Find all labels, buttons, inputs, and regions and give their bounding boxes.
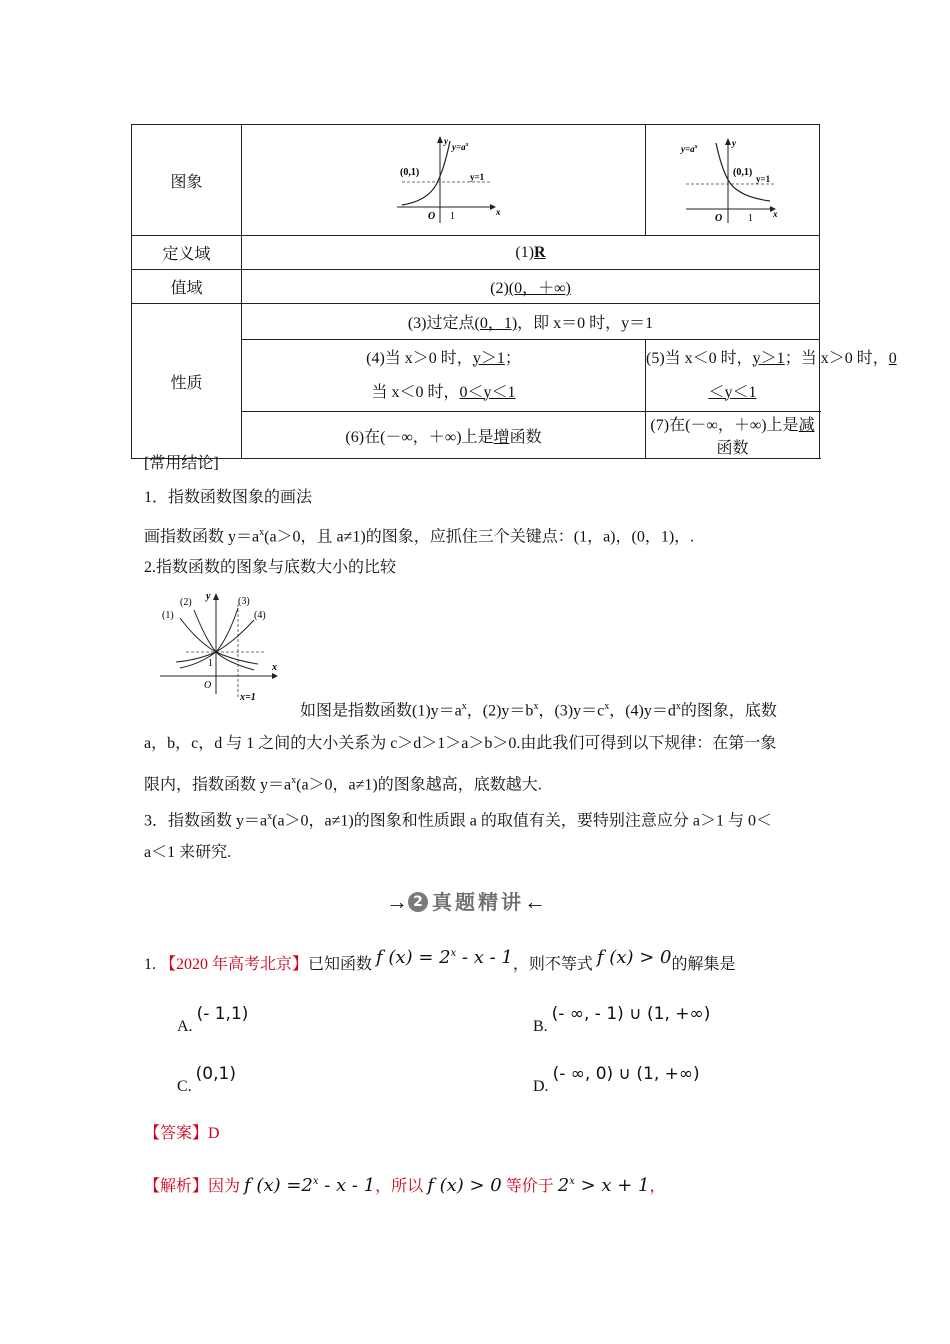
tick-label: 1 xyxy=(450,211,455,222)
graph-increasing xyxy=(392,135,532,225)
origin-label: O xyxy=(204,680,212,691)
domain-prefix: (1) xyxy=(515,243,535,261)
x-eq-1-label: x=1 xyxy=(240,692,256,703)
section-title: 真题精讲 xyxy=(432,890,524,914)
analysis-label: 【解析】因为 xyxy=(144,1178,241,1195)
y-axis-label: y xyxy=(206,591,211,602)
prop4-l2-value: 0＜y＜1 xyxy=(459,383,516,401)
option-b[interactable]: B.(- ∞, - 1) ∪ (1, +∞) xyxy=(533,1004,711,1035)
prop4-l1-value: y＞1 xyxy=(472,349,505,367)
point-label: (0,1) xyxy=(400,167,420,178)
prop7-prefix: (7)在(－∞，＋∞)上是 xyxy=(650,417,799,434)
graph-cell-increasing xyxy=(242,125,646,236)
left-arrow-icon: → xyxy=(386,889,408,914)
prop6-prefix: (6)在(－∞，＋∞)上是 xyxy=(345,428,494,446)
tick-label: 1 xyxy=(747,213,753,224)
y-axis-label: y xyxy=(444,136,448,146)
graph-cell-decreasing xyxy=(646,125,820,236)
curve-label: $y=a^x$ xyxy=(680,144,698,154)
asymptote-label: y=1 xyxy=(755,174,770,184)
conclusion-1-title: 1．指数函数图象的画法 xyxy=(144,489,313,506)
prop3-suffix: ，即 x＝0 时，y＝1 xyxy=(517,315,654,332)
prop5-cell xyxy=(646,340,897,412)
row-label-graph: 图象 xyxy=(132,125,242,236)
x-axis-arrow xyxy=(272,673,278,679)
prop6-suffix: 函数 xyxy=(509,428,542,446)
y-axis-arrow xyxy=(213,593,219,600)
analysis-line: 【解析】因为 f $(x) =2^x - x - 1$，所以 f (x) > 0 等价于 $2^x > x + 1$， xyxy=(144,1175,666,1196)
prop4-cell xyxy=(242,340,646,412)
prop3-point: (0，1) xyxy=(474,315,518,332)
prop3-prefix: (3)过定点 xyxy=(407,315,475,332)
one-label: 1 xyxy=(208,658,213,669)
section-number-badge: 2 xyxy=(408,892,428,912)
prop5-l1-prefix: (5)当 x＜0 时， xyxy=(646,349,753,367)
conclusion-2-text-line2: a，b，c，d 与 1 之间的大小关系为 c＞d＞1＞a＞b＞0.由此我们可得到以下规律：在第一象 xyxy=(144,735,777,752)
x-axis-label: x xyxy=(272,662,277,673)
prop6-cell xyxy=(242,412,646,459)
curve-1 xyxy=(180,618,258,664)
analysis-expr3: $2^x > x + 1$ xyxy=(557,1175,650,1196)
prop7-suffix: 函数 xyxy=(716,440,749,457)
origin-label: O xyxy=(428,211,436,222)
point-label: (0,1) xyxy=(732,167,752,178)
base-comparison-figure xyxy=(158,590,288,708)
conclusion-3-line1: 3．指数函数 $y=a^x(a>0$，a≠1)的图象和性质跟 a 的取值有关，要特别注意应分 a＞1 与 0＜ xyxy=(144,811,772,830)
curve-label-3: (3) xyxy=(238,596,250,607)
prop6-value: 增 xyxy=(493,428,510,446)
exponential-properties-table xyxy=(131,124,897,459)
curve-label: $y=a^x$ xyxy=(452,142,469,152)
prop3-cell xyxy=(242,304,820,340)
y-axis-arrow xyxy=(437,136,443,143)
function-definition: f $(x) = 2^x - x - 1$ xyxy=(376,947,513,968)
inequality: f (x) > 0 xyxy=(596,947,672,968)
asymptote-label: y=1 xyxy=(470,172,485,182)
row-label-properties: 性质 xyxy=(132,304,242,459)
curve-label-1: (1) xyxy=(162,610,174,621)
range-value: (0，＋∞) xyxy=(508,280,571,297)
question-1: 1. 【2020 年高考北京】已知函数 f $(x) = 2^x - x - 1$，则不等式 f (x) > 0的解集是 xyxy=(144,947,736,973)
analysis-expr1: f $(x) =2^x - x - 1$ xyxy=(244,1175,376,1196)
option-d[interactable]: D.(- ∞, 0) ∪ (1, +∞) xyxy=(533,1064,700,1095)
option-a[interactable]: A.(- 1,1) xyxy=(177,1004,249,1035)
section-banner xyxy=(386,888,546,916)
prop7-value: 减 xyxy=(798,417,815,434)
prop5-l2-value: ＜y＜1 xyxy=(708,383,757,401)
conclusion-3-line2: a＜1 来研究. xyxy=(144,844,232,861)
prop7-cell xyxy=(646,412,820,459)
x-axis-label: x xyxy=(772,209,777,219)
prop4-l2-prefix: 当 x＜0 时， xyxy=(371,383,460,401)
conclusion-2-title: 2.指数函数的图象与底数大小的比较 xyxy=(144,559,397,576)
prop5-l1-value2: 0 xyxy=(888,349,897,367)
row-label-domain: 定义域 xyxy=(132,236,242,270)
domain-value-cell xyxy=(242,236,820,270)
conclusions-heading: [常用结论] xyxy=(144,455,219,472)
prop4-l1-prefix: (4)当 x＞0 时， xyxy=(366,349,473,367)
domain-value: R xyxy=(534,243,546,261)
graph-decreasing xyxy=(678,135,788,225)
option-c[interactable]: C.(0,1) xyxy=(177,1064,236,1095)
row-label-range: 值域 xyxy=(132,270,242,304)
conclusion-2-text-line1: 如图是指数函数$(1)y=a^x$，$(2)y=b^x$，$(3)y=c^x$，$(4)y=d^x$的图象，底数 xyxy=(300,701,777,720)
question-source: 【2020 年高考北京】 xyxy=(160,956,309,973)
range-prefix: (2) xyxy=(490,280,509,297)
curve-4 xyxy=(176,620,254,662)
conclusion-1-text: 画指数函数 $y=a^x(a>0$，且 a≠1)的图象，应抓住三个关键点：(1，a)，(0，1)，. xyxy=(144,527,695,546)
curve-label-2: (2) xyxy=(180,597,192,608)
prop5-l1-value: y＞1 xyxy=(752,349,785,367)
analysis-expr2: f (x) > 0 xyxy=(427,1175,502,1196)
origin-label: O xyxy=(714,213,722,224)
y-axis-label: y xyxy=(731,138,736,148)
prop4-l1-suffix: ； xyxy=(504,349,521,367)
x-axis-label: x xyxy=(496,207,501,217)
y-axis-arrow xyxy=(725,138,731,145)
conclusion-2-text-line3: 限内，指数函数 $y=a^x(a>0$，a≠1)的图象越高，底数越大. xyxy=(144,775,542,794)
prop5-l1-mid: ；当 x＞0 时， xyxy=(784,349,889,367)
range-value-cell xyxy=(242,270,820,304)
right-arrow-icon: ← xyxy=(524,889,546,914)
answer-line: 【答案】D xyxy=(144,1125,220,1142)
curve-label-4: (4) xyxy=(254,610,266,621)
